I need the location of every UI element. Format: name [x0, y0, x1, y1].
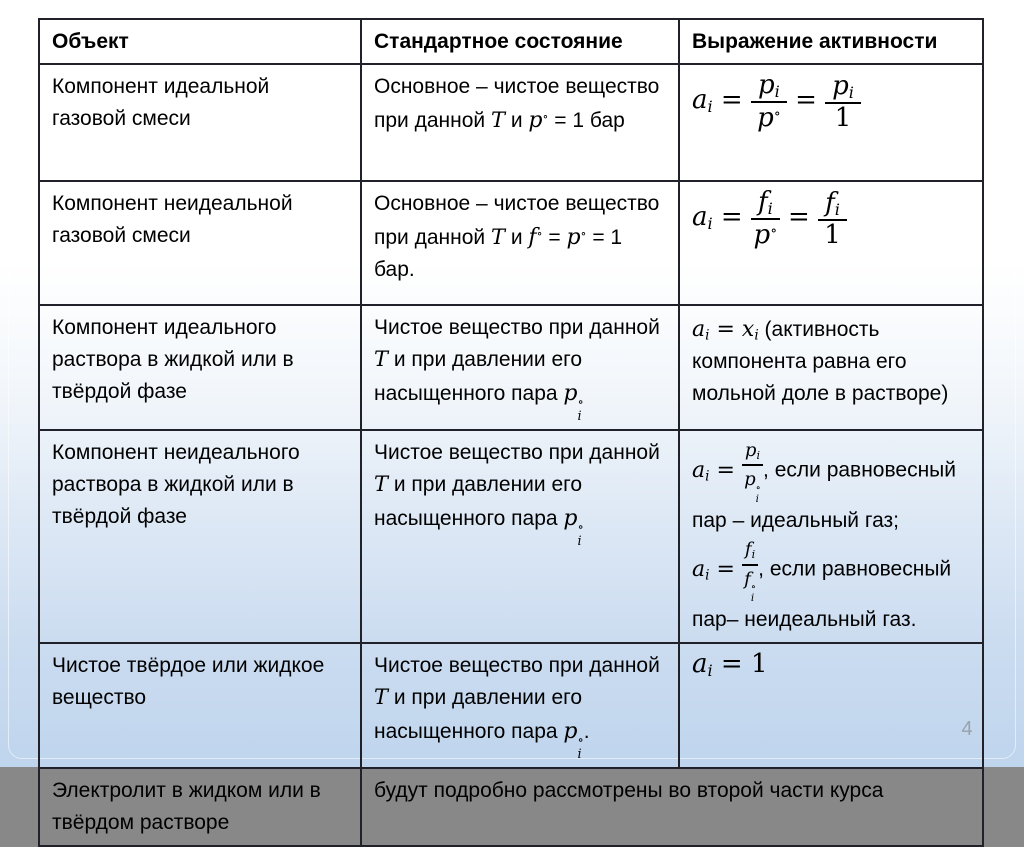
- condition-text: , если равновесный пар – идеальный газ;: [692, 458, 957, 532]
- sub-i: i: [705, 327, 710, 344]
- page-number: 4: [961, 718, 973, 740]
- activity-case-nonideal-vapor: [692, 536, 970, 636]
- sub-i: i: [767, 199, 773, 219]
- degree-sign: ∘: [750, 581, 756, 594]
- table-row-pure-substance: [39, 643, 983, 768]
- formula-p-i-saturated: [563, 505, 584, 549]
- var-p: p: [566, 224, 581, 250]
- header-object: Объект: [39, 19, 361, 64]
- var-T: T: [374, 684, 389, 709]
- degree-sign: ∘: [773, 106, 781, 123]
- degree-sign: ∘: [580, 226, 587, 241]
- formula-p-standard: [528, 107, 548, 132]
- formula-p-standard: [566, 224, 586, 249]
- fraction: [818, 189, 847, 248]
- standard-states-table: [38, 18, 984, 847]
- state-text: Основное – чистое вещество при данной: [374, 75, 660, 132]
- formula-f-standard: [528, 224, 542, 249]
- sub-i: i: [705, 468, 710, 484]
- degree-sign: ∘: [577, 395, 584, 411]
- cell-object: [39, 430, 361, 643]
- formula-p-i-saturated: [563, 380, 584, 424]
- denominator-one: 1: [824, 219, 841, 250]
- object-text: Компонент идеального раствора в жидкой или в твёрдой фазе: [52, 316, 294, 403]
- cell-object: [39, 643, 361, 768]
- var-p: p: [832, 70, 849, 101]
- cell-activity: [679, 181, 983, 305]
- value-one: 1: [751, 649, 768, 679]
- degree-sign: ∘: [536, 226, 543, 241]
- degree-sign: ∘: [770, 223, 778, 240]
- sub-i: i: [754, 327, 759, 344]
- sub-i: i: [834, 199, 840, 219]
- sub-i: i: [705, 567, 710, 584]
- var-T: T: [491, 224, 506, 249]
- equals-sign: =: [709, 317, 742, 342]
- state-text: и при давлении его насыщенного пара: [374, 347, 583, 405]
- sub-i: i: [707, 213, 713, 233]
- var-f: f: [758, 187, 768, 217]
- cell-state: [361, 430, 679, 643]
- var-f: f: [825, 187, 835, 218]
- state-text: = 1 бар.: [374, 225, 623, 282]
- object-text: Компонент идеальной газовой смеси: [52, 75, 270, 130]
- sub-i: i: [756, 448, 761, 462]
- var-f: f: [744, 539, 752, 561]
- sub-i: i: [755, 492, 760, 505]
- fraction: [742, 437, 763, 505]
- degree-sign: ∘: [577, 520, 584, 536]
- state-text: и при давлении его насыщенного пара: [374, 472, 583, 530]
- state-text: и: [505, 108, 529, 132]
- cell-state: [361, 181, 679, 305]
- cell-object: [39, 64, 361, 181]
- header-standard-state: Стандартное состояние: [361, 19, 679, 64]
- var-T: T: [491, 107, 506, 132]
- cell-object: [39, 768, 361, 846]
- cell-activity: [679, 643, 983, 768]
- equals-sign: =: [709, 457, 742, 483]
- state-text: Чистое вещество при данной: [374, 316, 660, 339]
- note-text: будут подробно рассмотрены во второй части курса: [374, 778, 884, 802]
- denominator-one: 1: [834, 102, 852, 133]
- state-text: и при давлении его насыщенного пара: [374, 685, 583, 743]
- var-x: x: [741, 317, 755, 342]
- activity-case-ideal-vapor: [692, 437, 970, 537]
- var-a: a: [692, 649, 708, 679]
- sub-i: i: [707, 661, 713, 681]
- cell-activity: [679, 305, 983, 430]
- state-text: и: [505, 225, 529, 249]
- cell-merged-note: [361, 768, 983, 846]
- var-T: T: [374, 471, 389, 496]
- state-text: Чистое вещество при данной: [374, 440, 660, 464]
- header-activity-expression: Выражение активности: [679, 19, 983, 64]
- sub-i: i: [577, 746, 582, 762]
- table-row-ideal-gas: [39, 64, 983, 181]
- fraction: [742, 536, 758, 604]
- cell-state: [361, 305, 679, 430]
- var-p: p: [744, 439, 757, 461]
- sub-i: i: [750, 592, 755, 605]
- var-p: p: [528, 107, 543, 133]
- object-text: Чистое твёрдое или жидкое вещество: [52, 654, 325, 709]
- var-p: p: [563, 505, 578, 531]
- equals-sign: =: [786, 84, 826, 115]
- cell-state: [361, 643, 679, 768]
- sub-i: i: [707, 96, 713, 116]
- var-p: p: [744, 469, 756, 491]
- table-row-electrolyte: [39, 768, 983, 846]
- formula-activity-ideal-gas: [692, 70, 861, 134]
- formula-activity-fugacity-ratio: [692, 539, 758, 605]
- condition-text: , если равновесный пар– неидеальный газ.: [692, 558, 952, 632]
- state-text: =: [542, 225, 567, 249]
- activity-note: (активность компонента равна его мольной доле в растворе): [692, 318, 949, 406]
- sub-i: i: [774, 82, 780, 102]
- var-T: T: [374, 346, 389, 371]
- sub-sup-stack: [751, 582, 756, 604]
- fraction: [825, 72, 861, 131]
- equals-sign: =: [712, 84, 751, 115]
- degree-sign: ∘: [755, 481, 761, 494]
- var-p: p: [753, 220, 771, 251]
- object-text: Компонент неидеального раствора в жидкой или в твёрдой фазе: [52, 440, 300, 528]
- equals-sign: =: [712, 649, 751, 679]
- table-row-nonideal-gas: [39, 181, 983, 305]
- var-a: a: [692, 201, 708, 232]
- fraction: [751, 187, 780, 251]
- state-text: = 1 бар: [548, 108, 625, 132]
- cell-activity: [679, 64, 983, 181]
- equals-sign: =: [779, 201, 819, 232]
- var-p: p: [757, 103, 774, 134]
- var-a: a: [692, 317, 706, 342]
- cell-object: [39, 181, 361, 305]
- degree-sign: ∘: [542, 109, 549, 124]
- sub-i: i: [577, 408, 582, 424]
- equals-sign: =: [709, 557, 742, 583]
- sub-i: i: [577, 533, 582, 549]
- formula-activity-pressure-ratio: [692, 439, 763, 505]
- var-p: p: [758, 70, 775, 100]
- var-p: p: [563, 380, 578, 406]
- var-f: f: [744, 568, 751, 590]
- object-text: Электролит в жидком или в твёрдом растворе: [52, 778, 321, 834]
- formula-activity-unity: [692, 648, 768, 681]
- equals-sign: =: [712, 201, 751, 232]
- table-header-row: [39, 19, 983, 64]
- object-text: Компонент неидеальной газовой смеси: [52, 192, 293, 247]
- cell-state: [361, 64, 679, 181]
- formula-p-i-saturated: [563, 718, 584, 762]
- sub-sup-stack: [578, 396, 584, 423]
- degree-sign: ∘: [577, 733, 584, 749]
- formula-activity-mole-fraction: [692, 316, 759, 344]
- table-row-nonideal-solution: [39, 430, 983, 643]
- var-p: p: [563, 718, 578, 744]
- var-a: a: [692, 84, 708, 115]
- sub-i: i: [848, 82, 854, 102]
- sub-sup-stack: [756, 483, 761, 505]
- sub-i: i: [751, 548, 756, 562]
- var-a: a: [692, 557, 706, 583]
- fraction: [751, 70, 787, 134]
- state-text: Основное – чистое вещество при данной: [374, 192, 660, 249]
- cell-object: [39, 305, 361, 430]
- var-f: f: [528, 224, 537, 250]
- state-text: Чистое вещество при данной: [374, 654, 660, 677]
- table-row-ideal-solution: [39, 305, 983, 430]
- formula-activity-nonideal-gas: [692, 187, 847, 251]
- cell-activity: [679, 430, 983, 643]
- sub-sup-stack: [578, 521, 584, 548]
- var-a: a: [692, 457, 706, 483]
- state-text: .: [583, 719, 590, 743]
